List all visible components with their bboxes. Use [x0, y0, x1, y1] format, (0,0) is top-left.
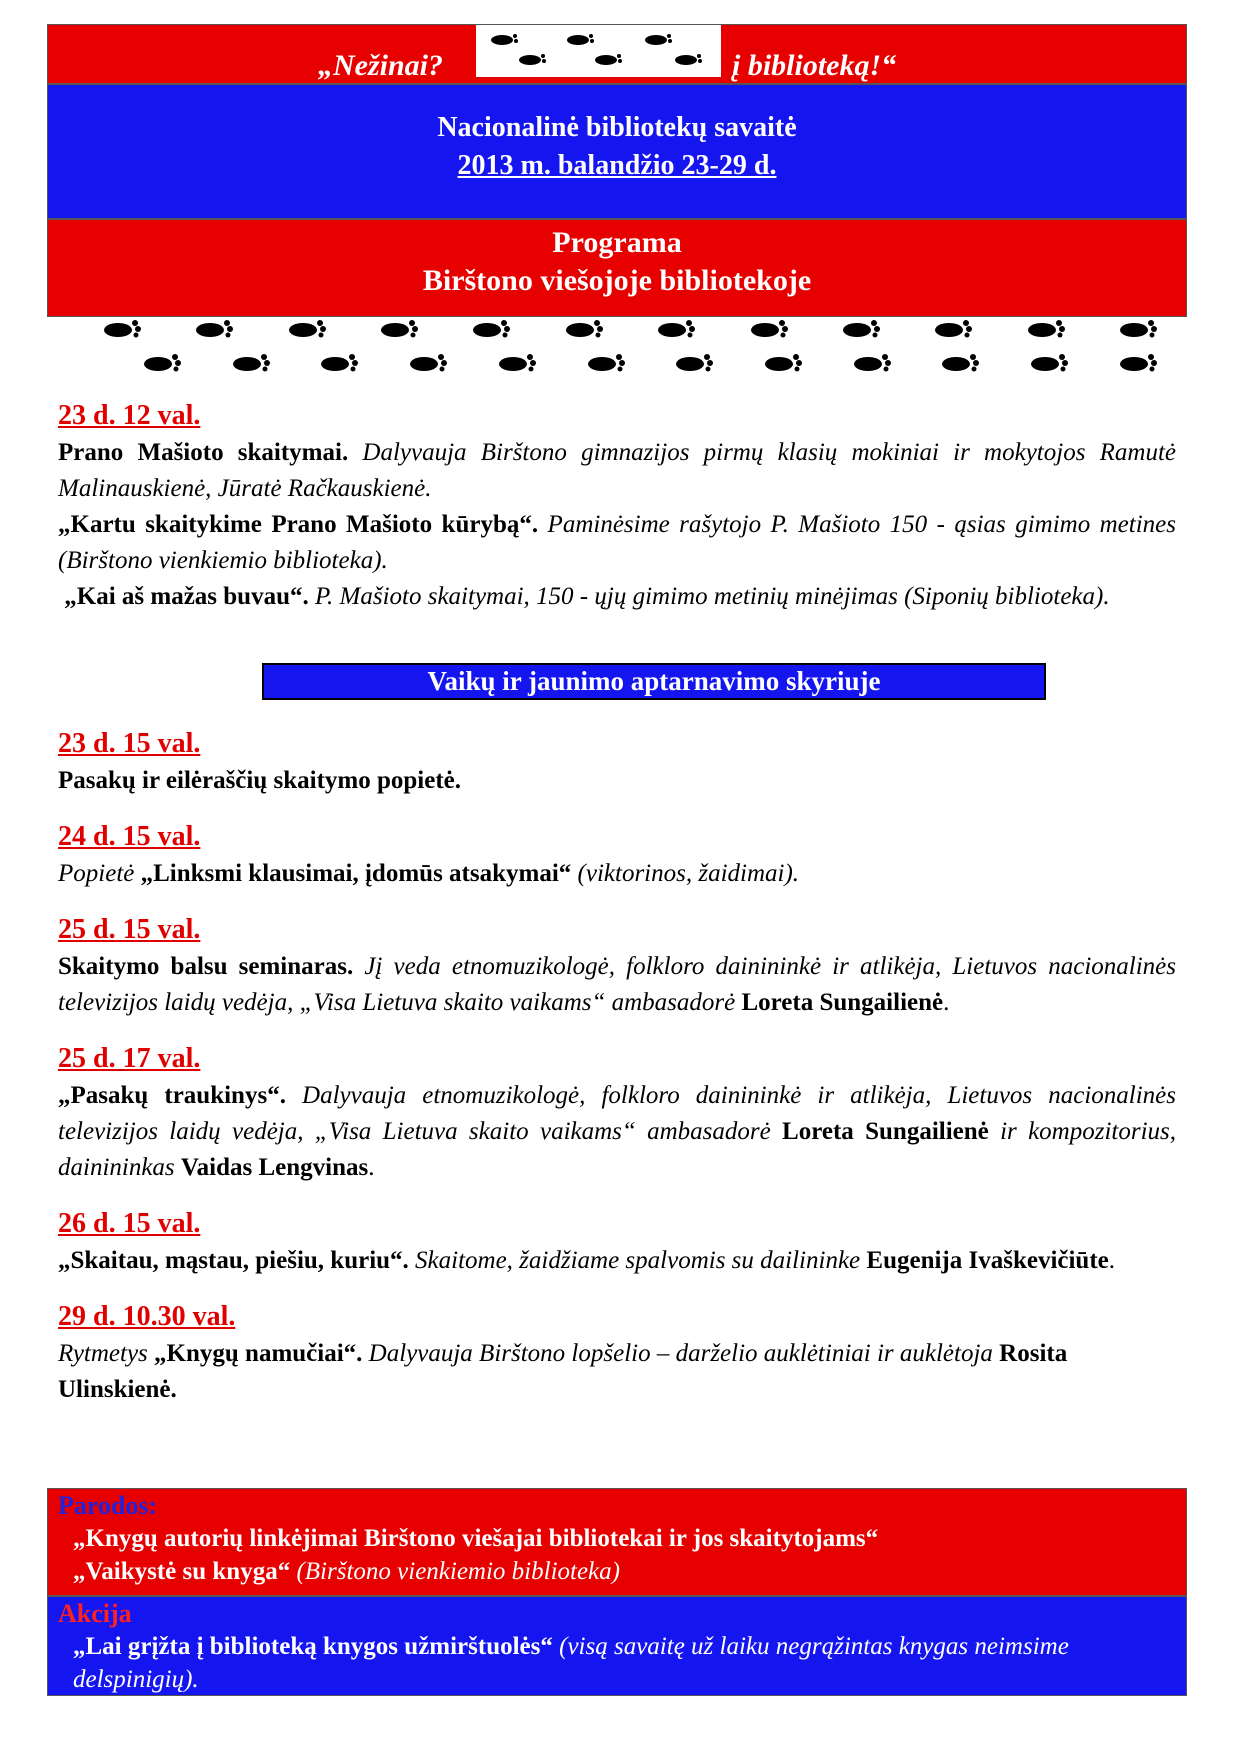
footprints-row-top	[100, 318, 1160, 345]
slogan-right: į biblioteką!“	[732, 49, 897, 82]
footprint-icon	[192, 318, 236, 345]
event-title: „Skaitau, mąstau, piešiu, kuriu“.	[58, 1247, 409, 1274]
exhibit-item: „Knygų autorių linkėjimai Birštono viešajai bibliotekai ir jos skaitytojams“	[73, 1525, 879, 1552]
footprint-icon	[562, 318, 606, 345]
event-title: „Linksmi klausimai, įdomūs atsakymai“	[140, 860, 572, 887]
event-title: „Kartu skaitykime Prano Mašioto kūrybą“.	[58, 511, 539, 538]
footprint-icon	[469, 318, 513, 345]
event-date: 25 d. 15 val.	[58, 914, 201, 945]
person-name: Loreta Sungailienė	[782, 1118, 989, 1145]
punctuation: .	[1108, 1247, 1116, 1274]
event-description: Skaitome, žaidžiame spalvomis su dailininke	[408, 1247, 867, 1274]
event-date: 23 d. 15 val.	[58, 728, 201, 759]
event-description: Dalyvauja etnomuzikologė, folkloro dainininkė ir atlikėja, Lietuvos nacionalinės televizijos laidų vedėja, „Visa Lietuva skaito vaikams“ ambasadorė	[58, 1082, 1176, 1145]
action-description: (visą savaitę už laiku negrąžintas knygas neimsime delspinigių).	[73, 1633, 1069, 1693]
footprint-icon	[584, 352, 628, 379]
event-description: ir kompozitorius, dainininkas	[58, 1118, 1177, 1181]
event-title: „Knygų namučiai“.	[154, 1340, 363, 1367]
exhibit-title: „Vaikystė su knyga“	[73, 1558, 291, 1585]
punctuation: .	[368, 1154, 375, 1181]
event-prefix: Popietė	[58, 860, 141, 887]
footprint-icon	[938, 352, 982, 379]
children-program-section	[58, 726, 1176, 1408]
event-description: P. Mašioto skaitymai, 150 - ųjų gimimo metinių minėjimas (Siponių biblioteka).	[308, 583, 1110, 610]
event-description: Dalyvauja Birštono lopšelio – darželio auklėtiniai ir auklėtoja	[362, 1340, 1000, 1367]
footprint-icon	[761, 352, 805, 379]
event-date: 23 d. 12 val.	[58, 400, 201, 431]
program-subtitle: Birštono viešojoje bibliotekoje	[422, 264, 812, 297]
event-title: „Pasakų traukinys“.	[58, 1082, 286, 1109]
children-department-banner: Vaikų ir jaunimo aptarnavimo skyriuje	[262, 663, 1046, 700]
header-slogan-band	[47, 24, 1187, 84]
event-entry	[58, 1243, 1176, 1279]
week-dates: 2013 m. balandžio 23-29 d.	[457, 150, 777, 181]
footprint-icon	[1116, 318, 1160, 345]
event-entry	[58, 1078, 1176, 1186]
footprint-icon	[285, 318, 329, 345]
event-title: Pasakų ir eilėraščių skaitymo popietė.	[58, 767, 462, 794]
event-date: 26 d. 15 val.	[58, 1208, 201, 1239]
event-prefix: Rytmetys	[58, 1340, 155, 1367]
footprint-icon	[406, 352, 450, 379]
exhibit-note: (Birštono vienkiemio biblioteka)	[290, 1558, 620, 1585]
event-entry	[58, 507, 1176, 579]
event-entry	[58, 579, 1176, 615]
exhibits-band	[47, 1488, 1187, 1596]
footprint-icon	[672, 352, 716, 379]
footprint-icon	[654, 318, 698, 345]
footprint-icon	[931, 318, 975, 345]
footprint-icon	[229, 352, 273, 379]
event-entry	[58, 435, 1176, 507]
action-heading: Akcija	[58, 1599, 132, 1628]
person-name: Eugenija Ivaškevičiūte	[866, 1247, 1109, 1274]
event-date: 25 d. 17 val.	[58, 1043, 201, 1074]
footprint-icon	[747, 318, 791, 345]
person-name: Loreta Sungailienė	[741, 989, 944, 1016]
event-title: Prano Mašioto skaitymai.	[58, 439, 349, 466]
footprint-icon	[1024, 318, 1068, 345]
action-band	[47, 1596, 1187, 1696]
event-description: (viktorinos, žaidimai).	[571, 860, 800, 887]
event-description: Dalyvauja Birštono gimnazijos pirmų klasių mokiniai ir mokytojos Ramutė Malinauskienė, Jūratė Račkauskienė.	[58, 439, 1176, 502]
footprint-icon	[377, 318, 421, 345]
program-title: Programa	[552, 226, 682, 259]
event-entry	[58, 763, 1176, 799]
footprint-icon	[850, 352, 894, 379]
action-title: „Lai grįžta į biblioteką knygos užmirštuolės“	[73, 1633, 553, 1660]
event-entry	[58, 1336, 1176, 1408]
event-description: Paminėsime rašytojo P. Mašioto 150 - ąsias gimimo metines (Birštono vienkiemio biblioteka).	[58, 511, 1176, 574]
footprint-icon	[1027, 352, 1071, 379]
main-program-section	[58, 398, 1176, 615]
event-entry	[58, 949, 1176, 1021]
person-name: Rosita Ulinskienė.	[58, 1340, 1068, 1403]
event-date: 29 d. 10.30 val.	[58, 1301, 236, 1332]
footprint-icon	[140, 352, 184, 379]
week-title: Nacionalinė bibliotekų savaitė	[437, 112, 797, 143]
footprint-icon	[100, 318, 144, 345]
week-band	[47, 84, 1187, 219]
footprints-icon	[476, 25, 721, 77]
slogan-left: „Nežinai?	[318, 49, 444, 82]
person-name: Vaidas Lengvinas	[180, 1154, 369, 1181]
event-entry	[58, 856, 1176, 892]
event-description: Jį veda etnomuzikologė, folkloro dainininkė ir atlikėja, Lietuvos nacionalinės televizijos laidų vedėja, „Visa Lietuva skaito vaikams“ ambasadorė	[58, 953, 1176, 1016]
footprint-icon	[839, 318, 883, 345]
event-date: 24 d. 15 val.	[58, 821, 201, 852]
action-text	[58, 1630, 1186, 1696]
footprints-row-bottom	[100, 352, 1160, 379]
footprint-icon	[495, 352, 539, 379]
footprint-icon	[317, 352, 361, 379]
footprint-icon	[1116, 352, 1160, 379]
event-title: Skaitymo balsu seminaras.	[58, 953, 354, 980]
exhibit-item	[58, 1555, 1186, 1588]
footprints-box	[476, 25, 721, 77]
exhibits-heading: Parodos:	[58, 1491, 158, 1520]
punctuation: .	[943, 989, 950, 1016]
program-band	[47, 219, 1187, 317]
event-title: „Kai aš mažas buvau“.	[64, 583, 309, 610]
